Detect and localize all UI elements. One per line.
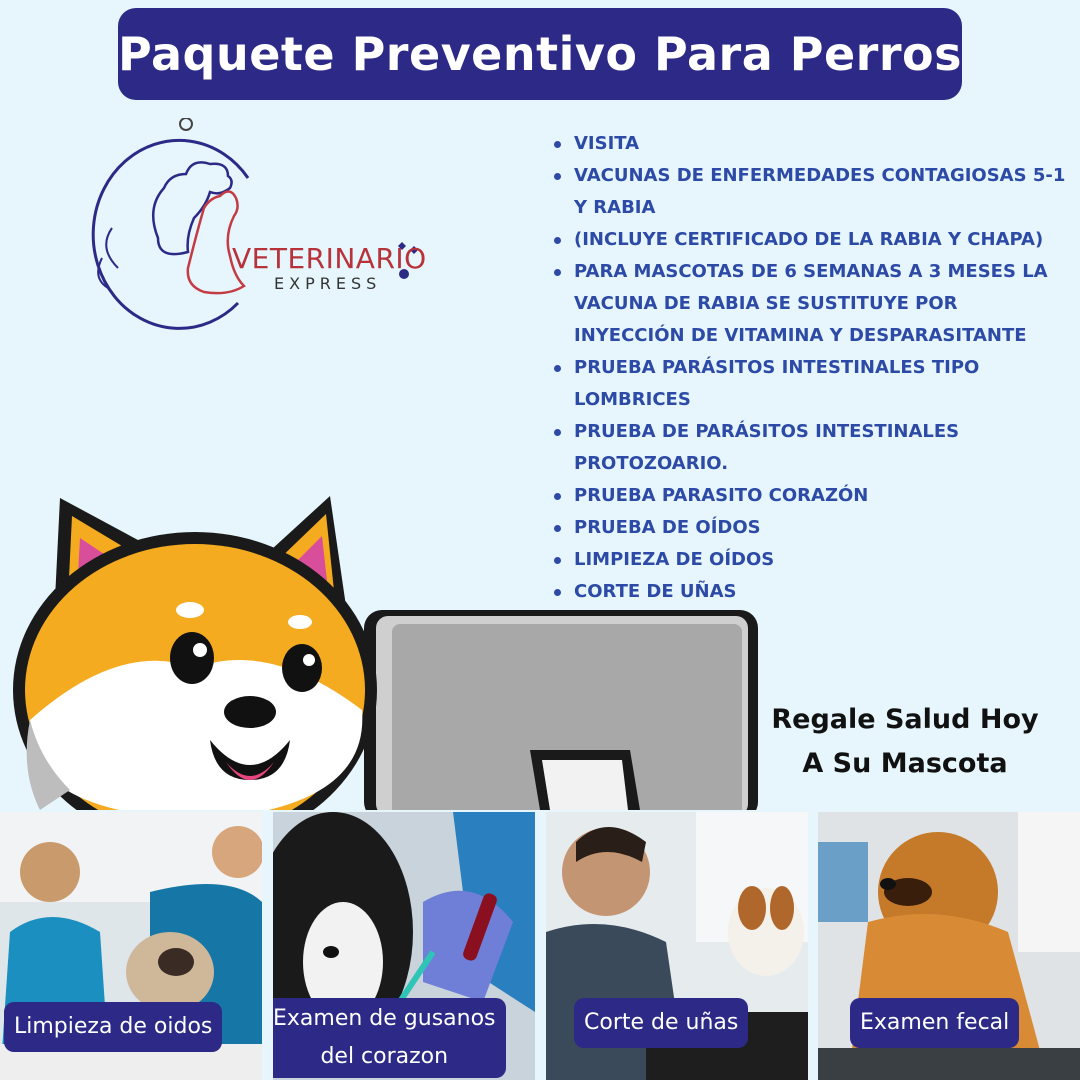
logo-name-line2: EXPRESS — [274, 274, 382, 293]
photo-fecal-exam — [818, 812, 1080, 1080]
shiba-dog-icon — [0, 490, 770, 810]
list-item: PRUEBA PARASITO CORAZÓN — [548, 480, 1068, 512]
caption-heartworm-line1: Examen de gusanos — [273, 1006, 496, 1031]
list-item: (INCLUYE CERTIFICADO DE LA RABIA Y CHAPA) — [548, 224, 1068, 256]
shiba-mascot-illustration — [0, 490, 770, 810]
photo-nail-trim — [546, 812, 808, 1080]
list-item: PRUEBA DE PARÁSITOS INTESTINALES PROTOZOARIO. — [548, 416, 1068, 480]
caption-nail-trim: Corte de uñas — [574, 998, 748, 1048]
list-item: VACUNAS DE ENFERMEDADES CONTAGIOSAS 5-1 Y RABIA — [548, 160, 1068, 224]
caption-ear-cleaning: Limpieza de oidos — [4, 1002, 222, 1052]
list-item: VISITA — [548, 128, 1068, 160]
logo — [88, 118, 428, 338]
page-title: Paquete Preventivo Para Perros — [118, 27, 963, 81]
list-item: PARA MASCOTAS DE 6 SEMANAS A 3 MESES LA VACUNA DE RABIA SE SUSTITUYE POR INYECCIÓN DE VITAMINA Y DESPARASITANTE — [548, 256, 1068, 352]
photo-ear-cleaning — [0, 812, 262, 1080]
slogan-line1: Regale Salud Hoy — [771, 704, 1039, 735]
slogan — [760, 698, 1050, 786]
caption-fecal-exam: Examen fecal — [850, 998, 1019, 1048]
slogan-line2: A Su Mascota — [802, 748, 1008, 779]
caption-heartworm-line2: del corazon — [320, 1044, 449, 1069]
photo-heartworm-test — [273, 812, 535, 1080]
caption-heartworm-test — [273, 998, 506, 1078]
list-item: PRUEBA PARÁSITOS INTESTINALES TIPO LOMBRICES — [548, 352, 1068, 416]
logo-name-line1: VETERINARIO — [232, 242, 427, 275]
dog-cat-heart-logo-icon — [88, 118, 428, 338]
list-item: CORTE DE UÑAS — [548, 576, 1068, 608]
list-item: PRUEBA DE OÍDOS — [548, 512, 1068, 544]
title-banner — [118, 8, 962, 100]
list-item: LIMPIEZA DE OÍDOS — [548, 544, 1068, 576]
